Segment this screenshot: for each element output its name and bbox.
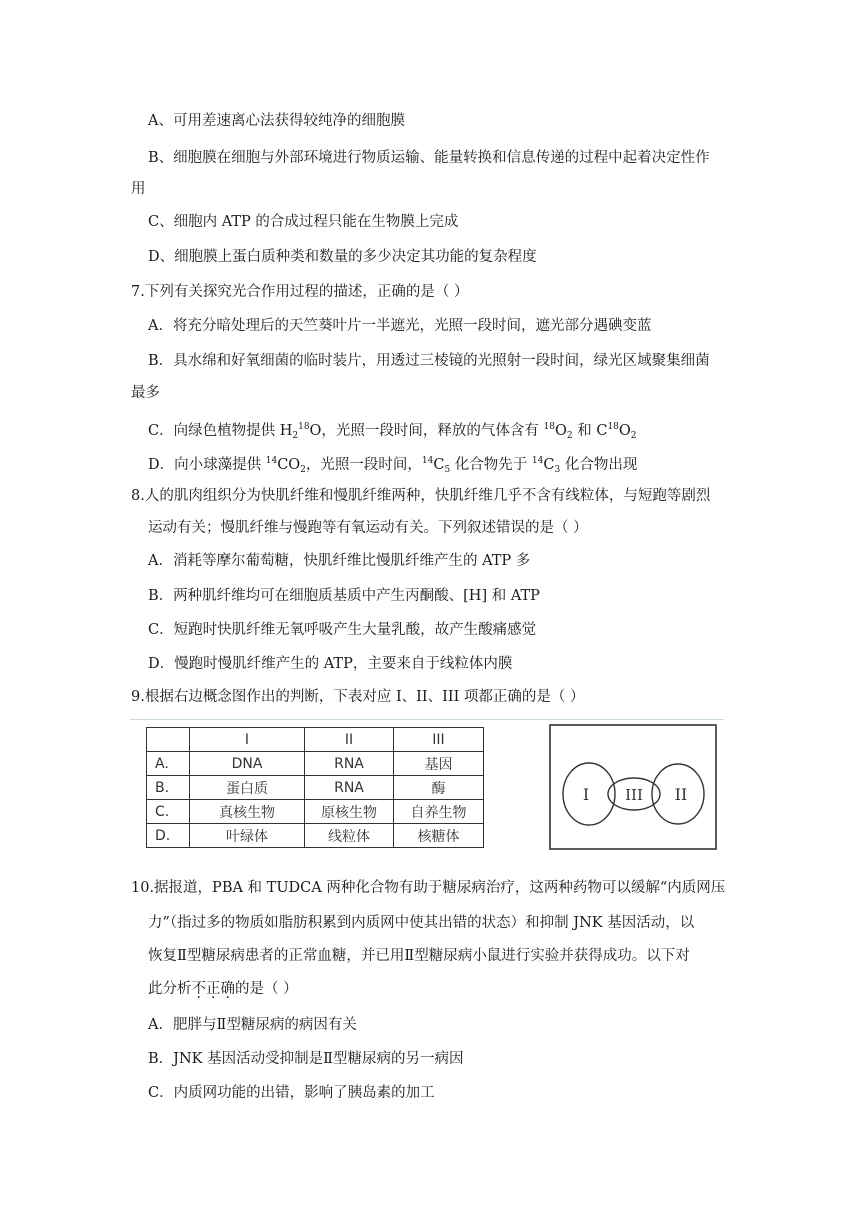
q10-stem-line2: 力”（指过多的物质如脂肪积累到内质网中使其出错的状态）和抑制 JNK 基因活动，以 [148,915,695,931]
table-cell: C. [147,800,190,824]
table-cell: A. [147,752,190,776]
q10-option-b: B．JNK 基因活动受抑制是Ⅱ型糖尿病的另一病因 [148,1051,464,1067]
table-header-cell: I [190,728,305,752]
table-cell: 真核生物 [190,800,305,824]
q10-stem-line3: 恢复Ⅱ型糖尿病患者的正常血糖，并已用Ⅱ型糖尿病小鼠进行实验并获得成功。以下对 [148,948,690,964]
table-cell: 自养生物 [394,800,484,824]
q7-option-a: A．将充分暗处理后的天竺葵叶片一半遮光，光照一段时间，遮光部分遇碘变蓝 [148,318,652,334]
q9-options-table [146,727,484,848]
table-cell: 酶 [394,776,484,800]
q6-option-a: A、可用差速离心法获得较纯净的细胞膜 [148,113,405,129]
table-row [147,752,484,776]
q7-option-b-line1: B．具水绵和好氧细菌的临时装片，用透过三棱镜的光照射一段时间，绿光区域聚集细菌 [148,353,710,369]
q10-option-c: C．内质网功能的出错，影响了胰岛素的加工 [148,1085,435,1101]
table-cell: 线粒体 [305,824,394,848]
concept-diagram [549,724,717,850]
q7-stem: 7.下列有关探究光合作用过程的描述，正确的是（ ） [131,284,469,300]
table-cell: B. [147,776,190,800]
table-cell: D. [147,824,190,848]
q10-stem-line1: 10.据报道，PBA 和 TUDCA 两种化合物有助于糖尿病治疗，这两种药物可以缓解“内质网压 [131,880,726,896]
q8-stem-line1: 8.人的肌肉组织分为快肌纤维和慢肌纤维两种，快肌纤维几乎不含有线粒体，与短跑等剧烈 [131,488,711,504]
table-cell: 原核生物 [305,800,394,824]
q6-option-b-line2: 用 [131,181,146,197]
q9-stem: 9.根据右边概念图作出的判断，下表对应 I、II、III 项都正确的是（ ） [131,689,585,705]
q6-option-d: D、细胞膜上蛋白质种类和数量的多少决定其功能的复杂程度 [148,249,537,265]
table-header-cell: III [394,728,484,752]
q8-option-d: D．慢跑时慢肌纤维产生的 ATP，主要来自于线粒体内膜 [148,656,513,672]
q7-option-b-line2: 最多 [131,385,160,401]
diagram-label-iii: III [625,786,643,804]
q8-option-c: C．短跑时快肌纤维无氧呼吸产生大量乳酸，故产生酸痛感觉 [148,622,537,638]
table-cell: 叶绿体 [190,824,305,848]
table-row [147,776,484,800]
table-header-row [147,728,484,752]
table-cell: DNA [190,752,305,776]
table-cell: RNA [305,752,394,776]
q8-option-a: A．消耗等摩尔葡萄糖，快肌纤维比慢肌纤维产生的 ATP 多 [148,553,531,569]
q10-option-a: A．肥胖与Ⅱ型糖尿病的病因有关 [148,1017,357,1033]
table-row [147,800,484,824]
table-header-cell: II [305,728,394,752]
q7-option-c: C．向绿色植物提供 $H_2^{18}O$，光照一段时间，释放的气体含有 $^{18}O_2$ 和 $C^{18}O_2$ [148,422,637,441]
diagram-label-ii: II [674,785,688,804]
q6-option-c: C、细胞内 ATP 的合成过程只能在生物膜上完成 [148,214,459,230]
table-cell [147,728,190,752]
table-row [147,824,484,848]
q10-stem-line4: 此分析不正确的是（ ） [148,981,298,997]
q8-option-b: B．两种肌纤维均可在细胞质基质中产生丙酮酸、[H] 和 ATP [148,588,540,604]
table-cell: RNA [305,776,394,800]
table-cell: 核糖体 [394,824,484,848]
table-cell: 蛋白质 [190,776,305,800]
section-divider [130,719,724,720]
table-cell: 基因 [394,752,484,776]
diagram-label-i: I [582,785,590,804]
q8-stem-line2: 运动有关；慢肌纤维与慢跑等有氧运动有关。下列叙述错误的是（ ） [148,520,588,536]
q7-option-d: D．向小球藻提供 $^{14}CO_2$，光照一段时间，$^{14}C_5$ 化合物先于 $^{14}C_3$ 化合物出现 [148,456,638,475]
q6-option-b-line1: B、细胞膜在细胞与外部环境进行物质运输、能量转换和信息传递的过程中起着决定性作 [148,150,710,166]
